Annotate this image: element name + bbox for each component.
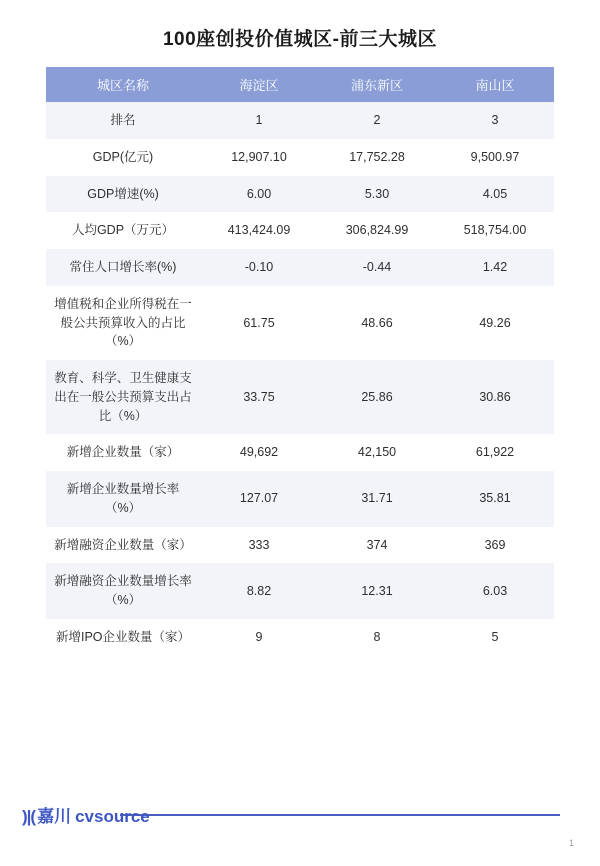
row-value: 8 — [318, 619, 436, 656]
column-header-name: 城区名称 — [46, 67, 200, 102]
row-value: 12,907.10 — [200, 139, 318, 176]
row-value: 61,922 — [436, 434, 554, 471]
row-value: 8.82 — [200, 563, 318, 619]
row-value: 49.26 — [436, 286, 554, 360]
row-value: 9 — [200, 619, 318, 656]
logo-chinese-name: 嘉川 — [37, 807, 72, 826]
table-row — [46, 471, 554, 527]
row-value: 413,424.09 — [200, 212, 318, 249]
row-value: 6.03 — [436, 563, 554, 619]
logo-mark-icon: )|( — [22, 807, 36, 826]
row-value: 31.71 — [318, 471, 436, 527]
row-label: 新增企业数量增长率（%） — [46, 471, 200, 527]
row-value: 33.75 — [200, 360, 318, 434]
row-value: 61.75 — [200, 286, 318, 360]
row-value: -0.44 — [318, 249, 436, 286]
row-value: 306,824.99 — [318, 212, 436, 249]
row-value: 2 — [318, 102, 436, 139]
row-value: 49,692 — [200, 434, 318, 471]
table-row — [46, 360, 554, 434]
table-row — [46, 102, 554, 139]
row-value: 17,752.28 — [318, 139, 436, 176]
page-footer — [0, 796, 600, 866]
row-value: 42,150 — [318, 434, 436, 471]
row-value: 35.81 — [436, 471, 554, 527]
row-value: 4.05 — [436, 176, 554, 213]
table-row — [46, 249, 554, 286]
row-value: -0.10 — [200, 249, 318, 286]
row-label: 新增融资企业数量增长率（%） — [46, 563, 200, 619]
row-value: 9,500.97 — [436, 139, 554, 176]
row-value: 5.30 — [318, 176, 436, 213]
table-row — [46, 176, 554, 213]
data-table — [46, 67, 554, 656]
row-value: 6.00 — [200, 176, 318, 213]
page-number: 1 — [568, 838, 574, 848]
table-header-row — [46, 67, 554, 102]
row-value: 333 — [200, 527, 318, 564]
row-label: 人均GDP（万元） — [46, 212, 200, 249]
column-header-nanshan: 南山区 — [436, 67, 554, 102]
column-header-pudong: 浦东新区 — [318, 67, 436, 102]
table-row — [46, 619, 554, 656]
row-label: 新增IPO企业数量（家） — [46, 619, 200, 656]
page-title: 100座创投价值城区-前三大城区 — [162, 29, 438, 50]
row-label: 新增融资企业数量（家） — [46, 527, 200, 564]
row-value: 1.42 — [436, 249, 554, 286]
row-label: 增值税和企业所得税在一般公共预算收入的占比（%） — [46, 286, 200, 360]
column-header-haidian: 海淀区 — [200, 67, 318, 102]
table-row — [46, 212, 554, 249]
row-value: 3 — [436, 102, 554, 139]
row-value: 25.86 — [318, 360, 436, 434]
row-value: 12.31 — [318, 563, 436, 619]
row-value: 374 — [318, 527, 436, 564]
row-label: GDP(亿元) — [46, 139, 200, 176]
table-row — [46, 434, 554, 471]
table-row — [46, 286, 554, 360]
row-value: 48.66 — [318, 286, 436, 360]
row-value: 369 — [436, 527, 554, 564]
row-label: 常住人口增长率(%) — [46, 249, 200, 286]
row-label: 教育、科学、卫生健康支出在一般公共预算支出占比（%） — [46, 360, 200, 434]
row-value: 5 — [436, 619, 554, 656]
row-value: 30.86 — [436, 360, 554, 434]
row-value: 1 — [200, 102, 318, 139]
row-label: 排名 — [46, 102, 200, 139]
row-label: 新增企业数量（家） — [46, 434, 200, 471]
row-value: 518,754.00 — [436, 212, 554, 249]
table-row — [46, 139, 554, 176]
brand-logo — [22, 802, 150, 827]
table-row — [46, 527, 554, 564]
logo-english-name: cvsource — [75, 807, 150, 826]
table-row — [46, 563, 554, 619]
footer-divider — [120, 814, 560, 816]
row-label: GDP增速(%) — [46, 176, 200, 213]
row-value: 127.07 — [200, 471, 318, 527]
